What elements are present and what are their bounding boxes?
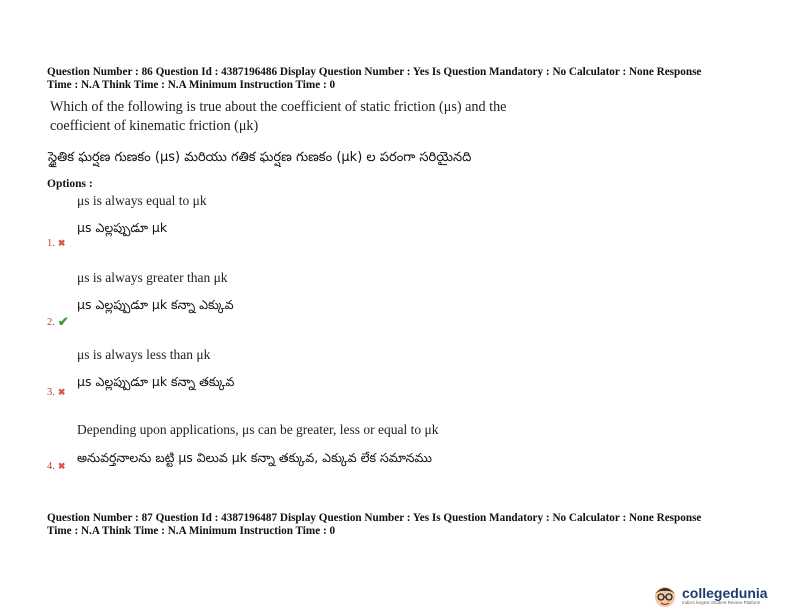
- cross-icon: ✖: [57, 238, 66, 248]
- option-1-number: 1.: [47, 238, 55, 249]
- logo-tagline: India's largest Student Review Platform: [682, 600, 761, 605]
- option-3-number: 3.: [47, 387, 55, 398]
- question-86-header: [47, 66, 762, 92]
- option-1-marker: [47, 238, 65, 249]
- option-3-marker: [47, 387, 65, 398]
- question-86-meta-line2: Time : N.A Think Time : N.A Minimum Instruction Time : 0: [47, 79, 336, 91]
- option-2-number: 2.: [47, 316, 55, 328]
- option-4-marker: [47, 461, 65, 472]
- question-86-text-english: [50, 98, 610, 136]
- option-3-text-english: μs is always less than μk: [77, 347, 211, 362]
- question-87-meta-line1: Question Number : 87 Question Id : 4387196487 Display Question Number : Yes Is Question Mandatory : No Calculator : None Response: [47, 512, 702, 524]
- cross-icon: ✖: [57, 387, 66, 397]
- option-4-number: 4.: [47, 461, 55, 472]
- option-4-text-telugu: అనువర్తనాలను బట్టి μs విలువ μk కన్నా తక్కువ, ఎక్కువ లేక సమానము: [77, 450, 432, 465]
- question-text-line1: Which of the following is true about the coefficient of static friction (μs) and the: [50, 99, 507, 115]
- question-text-line2: coefficient of kinematic friction (μk): [50, 118, 259, 134]
- option-4-text-english: Depending upon applications, μs can be greater, less or equal to μk: [77, 422, 439, 437]
- option-1-text-telugu: μs ఎల్లప్పుడూ μk: [77, 220, 168, 235]
- mascot-icon: [652, 584, 678, 608]
- logo-name: collegedunia: [682, 585, 768, 601]
- question-87-meta-line2: Time : N.A Think Time : N.A Minimum Instruction Time : 0: [47, 525, 336, 537]
- question-86-text-telugu: స్థైతిక ఘర్షణ గుణకం (μs) మరియు గతిక ఘర్షణ గుణకం (μk) ల పరంగా సరియైనది: [48, 150, 472, 165]
- option-2-text-english: μs is always greater than μk: [77, 270, 228, 285]
- option-3-text-telugu: μs ఎల్లప్పుడూ μk కన్నా తక్కువ: [77, 374, 235, 389]
- question-86-meta-line1: Question Number : 86 Question Id : 4387196486 Display Question Number : Yes Is Question Mandatory : No Calculator : None Response: [47, 66, 702, 78]
- collegedunia-logo: [652, 584, 768, 608]
- check-icon: ✔: [57, 314, 69, 329]
- option-2-text-telugu: μs ఎల్లప్పుడూ μk కన్నా ఎక్కువ: [77, 297, 234, 312]
- option-1-text-english: μs is always equal to μk: [77, 193, 207, 208]
- question-87-header: [47, 512, 762, 538]
- options-label: Options :: [47, 178, 93, 190]
- cross-icon: ✖: [57, 461, 66, 471]
- option-2-marker: [47, 314, 69, 330]
